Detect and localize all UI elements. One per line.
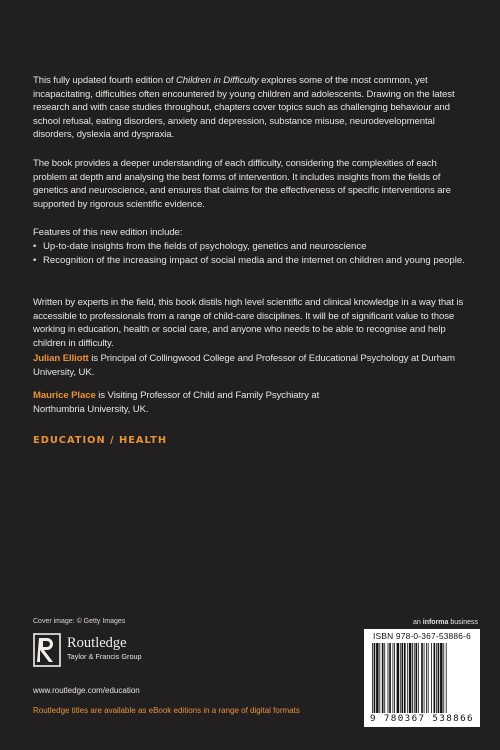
features-list bbox=[33, 240, 473, 267]
description-paragraph-3: Written by experts in the field, this book distils high level scientific and clinical knowledge in a way that is accessible to professionals from a range of child-care disciplines. It will be of significant value to those working in education, health or social care, and anyone who needs to be able to recognise and help children in difficulty. bbox=[33, 297, 464, 349]
barcode-bar bbox=[426, 643, 427, 713]
barcode-bar bbox=[438, 643, 440, 713]
barcode-bar bbox=[397, 643, 399, 713]
feature-item: • Up-to-date insights from the fields of psychology, genetics and neuroscience bbox=[33, 240, 473, 254]
barcode-bar bbox=[384, 643, 385, 713]
barcode-bar bbox=[389, 643, 391, 713]
author-bio-2 bbox=[33, 389, 363, 416]
description-paragraph-2: The book provides a deeper understanding of each difficulty, considering the complexities of each problem at depth and analysing the best forms of intervention. It includes insights from the fields of genetics and neuroscience, and ensures that claims for the effectiveness of specific interventions are supported by rigorous scientific evidence. bbox=[33, 158, 451, 210]
barcode-digits: 9 780367 538866 bbox=[370, 713, 474, 724]
barcode-bar bbox=[443, 643, 444, 713]
barcode-bar bbox=[379, 643, 380, 713]
author-bio-text: is Visiting Professor of Child and Family Psychiatry at Northumbria University, UK. bbox=[33, 390, 320, 415]
barcode-bar bbox=[436, 643, 437, 713]
isbn-label: ISBN 978-0-367-53886-6 bbox=[373, 631, 471, 641]
routledge-r-icon bbox=[33, 633, 63, 667]
description-text: This fully updated fourth edition of bbox=[33, 75, 176, 86]
barcode-bar bbox=[400, 643, 401, 713]
informa-prefix: an bbox=[413, 619, 423, 626]
ebook-note: Routledge titles are available as eBook editions in a range of digital formats bbox=[33, 706, 300, 715]
author-name: Julian Elliott bbox=[33, 353, 89, 364]
cover-credit: Cover image: © Getty Images bbox=[33, 618, 126, 625]
author-name: Maurice Place bbox=[33, 390, 96, 401]
book-title-italic: Children in Difficulty bbox=[175, 75, 259, 86]
barcode-bar bbox=[394, 643, 395, 713]
features-intro: Features of this new edition include: bbox=[33, 227, 183, 238]
barcode-bar bbox=[421, 643, 423, 713]
feature-item: • Recognition of the increasing impact of social media and the internet on children and young people. bbox=[33, 254, 473, 268]
routledge-logo bbox=[33, 631, 203, 671]
barcode-bar bbox=[407, 643, 408, 713]
barcode-bar bbox=[440, 643, 442, 713]
barcode-bar bbox=[376, 643, 378, 713]
barcode-bar bbox=[393, 643, 394, 713]
barcode-bar bbox=[415, 643, 417, 713]
barcode-bar bbox=[412, 643, 413, 713]
subject-category: EDUCATION / HEALTH bbox=[33, 435, 168, 446]
barcode-bar bbox=[372, 643, 373, 713]
barcode-bar bbox=[424, 643, 425, 713]
barcode-bar bbox=[374, 643, 376, 713]
informa-business-note bbox=[413, 619, 478, 626]
informa-brand: informa bbox=[422, 619, 449, 626]
barcode-bar bbox=[402, 643, 404, 713]
publisher-subtitle: Taylor & Francis Group bbox=[67, 652, 142, 661]
barcode-bar bbox=[404, 643, 406, 713]
author-bio-1 bbox=[33, 352, 473, 379]
barcode-bar bbox=[446, 643, 447, 713]
barcode-bar bbox=[382, 643, 384, 713]
barcode-bar bbox=[434, 643, 436, 713]
barcode-bar bbox=[428, 643, 429, 713]
barcode-icon bbox=[370, 643, 474, 713]
description-text: explores some of the most common, yet incapacitating, difficulties often encountered by young children and adolescents. Drawing on the latest research and with case studies throughout, chapters cover topics such as challenging behaviour and school refusal, eating disorders, anxiety and depression, substance misuse, neurodevelopmental disorders, dyslexia and dyspraxia. bbox=[33, 75, 455, 141]
description-paragraph-1 bbox=[33, 74, 473, 142]
barcode-bar bbox=[418, 643, 419, 713]
barcode-bar bbox=[414, 643, 415, 713]
barcode-bar bbox=[388, 643, 389, 713]
barcode-bar bbox=[409, 643, 411, 713]
publisher-name: Routledge bbox=[67, 635, 127, 651]
isbn-barcode bbox=[364, 629, 480, 727]
author-bio-text: is Principal of Collingwood College and Professor of Educational Psychology at Durham University, UK. bbox=[33, 353, 455, 378]
publisher-website: www.routledge.com/education bbox=[33, 686, 140, 695]
informa-suffix: business bbox=[448, 619, 478, 626]
barcode-bar bbox=[431, 643, 432, 713]
